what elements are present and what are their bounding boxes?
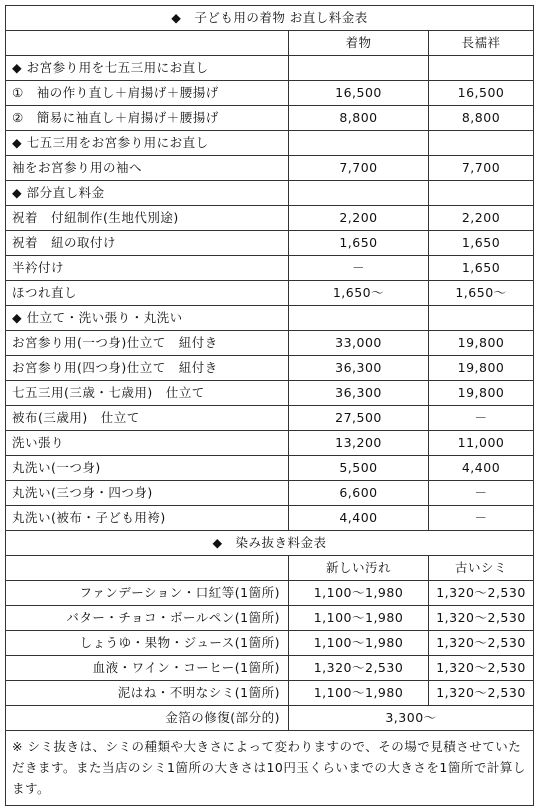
stain-label: しょうゆ・果物・ジュース(1箇所) (6, 631, 289, 656)
table-row (6, 506, 534, 531)
section-heading-row (6, 181, 534, 206)
nagajuban-price: 2,200 (429, 206, 534, 231)
nagajuban-price: 8,800 (429, 106, 534, 131)
gold-leaf-label: 金箔の修復(部分的) (6, 706, 289, 731)
nagajuban-price: 11,000 (429, 431, 534, 456)
row-label: お宮参り用(四つ身)仕立て 紐付き (6, 356, 289, 381)
table-row (6, 331, 534, 356)
kimono-price: 36,300 (289, 381, 429, 406)
header-kimono: 着物 (289, 31, 429, 56)
note-row (6, 731, 534, 806)
table-row (6, 81, 534, 106)
kimono-price: 4,400 (289, 506, 429, 531)
section-heading: ◆ お宮参り用を七五三用にお直し (6, 56, 289, 81)
table-row (6, 381, 534, 406)
kimono-price: 5,500 (289, 456, 429, 481)
stain-label: ファンデーション・口紅等(1箇所) (6, 581, 289, 606)
new-stain-price: 1,320～2,530 (289, 656, 429, 681)
row-label: ほつれ直し (6, 281, 289, 306)
empty-cell (429, 56, 534, 81)
row-label: お宮参り用(一つ身)仕立て 紐付き (6, 331, 289, 356)
new-stain-price: 1,100～1,980 (289, 606, 429, 631)
old-stain-price: 1,320～2,530 (429, 581, 534, 606)
header-blank-cell (6, 31, 289, 56)
header-new-stain: 新しい汚れ (289, 556, 429, 581)
kimono-price: 13,200 (289, 431, 429, 456)
table-row (6, 156, 534, 181)
nagajuban-price: 19,800 (429, 381, 534, 406)
nagajuban-price: 4,400 (429, 456, 534, 481)
empty-cell (289, 131, 429, 156)
section-heading-row (6, 56, 534, 81)
nagajuban-price: 16,500 (429, 81, 534, 106)
nagajuban-price: － (429, 506, 534, 531)
table-row (6, 256, 534, 281)
row-label: 丸洗い(三つ身・四つ身) (6, 481, 289, 506)
gold-leaf-price: 3,300～ (289, 706, 534, 731)
nagajuban-price: 19,800 (429, 356, 534, 381)
kimono-price: 1,650～ (289, 281, 429, 306)
kimono-price: 7,700 (289, 156, 429, 181)
nagajuban-price: 19,800 (429, 331, 534, 356)
empty-cell (429, 181, 534, 206)
stain-title-row (6, 531, 534, 556)
row-label: 半衿付け (6, 256, 289, 281)
empty-cell (289, 306, 429, 331)
stain-table-title: ◆ 染み抜き料金表 (6, 531, 534, 556)
empty-cell (289, 56, 429, 81)
row-label: 袖をお宮参り用の袖へ (6, 156, 289, 181)
stain-label: 泥はね・不明なシミ(1箇所) (6, 681, 289, 706)
nagajuban-price: 1,650 (429, 256, 534, 281)
nagajuban-price: － (429, 406, 534, 431)
gold-leaf-row (6, 706, 534, 731)
table-row (6, 481, 534, 506)
kimono-price: 36,300 (289, 356, 429, 381)
old-stain-price: 1,320～2,530 (429, 656, 534, 681)
kimono-price: 16,500 (289, 81, 429, 106)
row-label: 丸洗い(一つ身) (6, 456, 289, 481)
row-label: 祝着 付紐制作(生地代別途) (6, 206, 289, 231)
row-label: 洗い張り (6, 431, 289, 456)
row-label: 被布(三歳用) 仕立て (6, 406, 289, 431)
empty-cell (429, 131, 534, 156)
section-heading: ◆ 部分直し料金 (6, 181, 289, 206)
section-heading: ◆ 仕立て・洗い張り・丸洗い (6, 306, 289, 331)
kimono-price: 27,500 (289, 406, 429, 431)
table-title: ◆ 子ども用の着物 お直し料金表 (6, 6, 534, 31)
empty-cell (289, 181, 429, 206)
stain-label: 血液・ワイン・コーヒー(1箇所) (6, 656, 289, 681)
table-row (6, 356, 534, 381)
nagajuban-price: 7,700 (429, 156, 534, 181)
footnote: ※ シミ抜きは、シミの種類や大きさによって変わりますので、その場で見積させていただきます。また当店のシミ1箇所の大きさは10円玉くらいまでの大きさを1箇所で計算します。 (6, 731, 534, 806)
table-row (6, 231, 534, 256)
old-stain-price: 1,320～2,530 (429, 631, 534, 656)
table-row (6, 431, 534, 456)
kimono-price: 1,650 (289, 231, 429, 256)
row-label: ② 簡易に袖直し＋肩揚げ＋腰揚げ (6, 106, 289, 131)
section-heading-row (6, 131, 534, 156)
table-row (6, 106, 534, 131)
new-stain-price: 1,100～1,980 (289, 581, 429, 606)
table-row (6, 656, 534, 681)
table-row (6, 456, 534, 481)
stain-label: バター・チョコ・ボールペン(1箇所) (6, 606, 289, 631)
column-header-row (6, 31, 534, 56)
header-blank-cell (6, 556, 289, 581)
row-label: 丸洗い(被布・子ども用袴) (6, 506, 289, 531)
new-stain-price: 1,100～1,980 (289, 631, 429, 656)
nagajuban-price: 1,650～ (429, 281, 534, 306)
table-row (6, 631, 534, 656)
header-old-stain: 古いシミ (429, 556, 534, 581)
row-label: 七五三用(三歳・七歳用) 仕立て (6, 381, 289, 406)
row-label: ① 袖の作り直し＋肩揚げ＋腰揚げ (6, 81, 289, 106)
old-stain-price: 1,320～2,530 (429, 681, 534, 706)
kimono-price: 6,600 (289, 481, 429, 506)
table-row (6, 581, 534, 606)
header-nagajuban: 長襦袢 (429, 31, 534, 56)
kimono-price: 8,800 (289, 106, 429, 131)
nagajuban-price: － (429, 481, 534, 506)
price-sheet (5, 5, 533, 806)
table-row (6, 406, 534, 431)
title-row (6, 6, 534, 31)
table-row (6, 206, 534, 231)
table-row (6, 606, 534, 631)
section-heading-row (6, 306, 534, 331)
kimono-price: 33,000 (289, 331, 429, 356)
row-label: 祝着 紐の取付け (6, 231, 289, 256)
kimono-price: 2,200 (289, 206, 429, 231)
nagajuban-price: 1,650 (429, 231, 534, 256)
price-table (5, 5, 534, 806)
table-row (6, 681, 534, 706)
empty-cell (429, 306, 534, 331)
section-heading: ◆ 七五三用をお宮参り用にお直し (6, 131, 289, 156)
new-stain-price: 1,100～1,980 (289, 681, 429, 706)
table-row (6, 281, 534, 306)
stain-header-row (6, 556, 534, 581)
old-stain-price: 1,320～2,530 (429, 606, 534, 631)
kimono-price: － (289, 256, 429, 281)
